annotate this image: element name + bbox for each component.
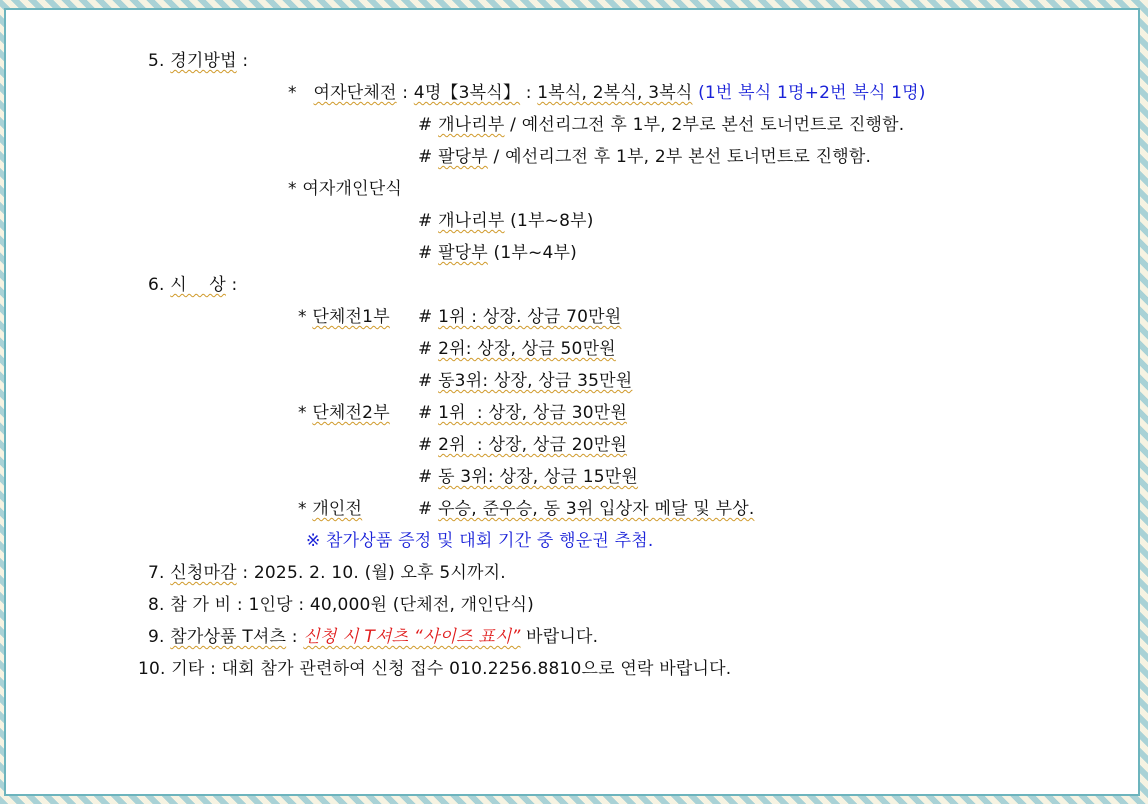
hash: # xyxy=(418,147,433,167)
document-page xyxy=(4,8,1140,796)
section-9-line xyxy=(148,626,598,648)
deadline-value: 2025. 2. 10. (월) 오후 5시까지. xyxy=(253,563,506,583)
award-text: 2위: 상장, 상금 50만원 xyxy=(438,339,616,359)
contact-value: 대회 참가 관련하여 신청 접수 010.2256.8810으로 연락 바랍니다. xyxy=(221,659,732,679)
section-number: 10. xyxy=(138,659,166,679)
section-6-heading xyxy=(148,274,237,296)
section-label: 참 가 비 xyxy=(170,595,232,615)
section-7-line xyxy=(148,562,506,584)
section-8-line xyxy=(148,594,534,616)
colon: : xyxy=(242,51,249,71)
team-event-line xyxy=(288,82,926,104)
section-number: 9. xyxy=(148,627,165,647)
award-group-label xyxy=(298,306,390,328)
award-text: 1위 : 상장, 상금 30만원 xyxy=(438,403,628,423)
bullet: * xyxy=(298,307,307,327)
colon: : xyxy=(291,627,298,647)
section-5-heading xyxy=(148,50,248,72)
event-label: 여자단체전 xyxy=(313,83,397,103)
hash: # xyxy=(418,435,433,455)
award-text: 1위 : 상장. 상금 70만원 xyxy=(438,307,622,327)
hash: # xyxy=(418,403,433,423)
division-name: 팔당부 xyxy=(438,147,488,167)
section-label: 참가상품 T셔츠 xyxy=(170,627,287,647)
division-detail: (1부~4부) xyxy=(487,243,577,263)
single-division-line xyxy=(418,210,594,232)
award-text: 2위 : 상장, 상금 20만원 xyxy=(438,435,628,455)
hash: # xyxy=(418,307,433,327)
award-line xyxy=(418,370,632,392)
award-text: 우승, 준우승, 동 3위 입상자 메달 및 부상. xyxy=(438,499,755,519)
section-number: 5. xyxy=(148,51,165,71)
colon: : xyxy=(236,595,243,615)
section-label: 기타 xyxy=(171,659,205,679)
match-note: (1번 복식 1명+2번 복식 1명) xyxy=(698,83,926,103)
hash: # xyxy=(418,115,433,135)
colon: : xyxy=(231,275,238,295)
award-line xyxy=(418,466,638,488)
award-line xyxy=(418,434,627,456)
single-division-line xyxy=(418,242,577,264)
hash: # xyxy=(418,339,433,359)
fee-value: 1인당 : 40,000원 (단체전, 개인단식) xyxy=(248,595,534,615)
award-line xyxy=(418,402,627,424)
team-format: 4명【3복식】 xyxy=(413,83,521,103)
bullet: * xyxy=(288,83,297,103)
team-division-line xyxy=(418,114,904,136)
bullet: * xyxy=(298,499,307,519)
award-line xyxy=(418,338,616,360)
award-line xyxy=(418,498,754,520)
separator: : xyxy=(402,83,409,103)
hash: # xyxy=(418,499,433,519)
division-detail: (1부~8부) xyxy=(504,211,594,231)
division-detail: / 예선리그전 후 1부, 2부 본선 토너먼트로 진행함. xyxy=(487,147,872,167)
hash: # xyxy=(418,211,433,231)
section-title: 경기방법 xyxy=(170,51,237,71)
award-line xyxy=(418,306,621,328)
award-text: 동 3위: 상장, 상금 15만원 xyxy=(438,467,639,487)
hash: # xyxy=(418,371,433,391)
group-name: 개인전 xyxy=(312,499,363,519)
section-number: 7. xyxy=(148,563,165,583)
event-label: 여자개인단식 xyxy=(302,179,403,199)
single-event-line xyxy=(288,178,402,200)
hash: # xyxy=(418,243,433,263)
colon: : xyxy=(210,659,217,679)
division-name: 개나리부 xyxy=(438,115,505,135)
tshirt-tail: 바랍니다. xyxy=(520,627,599,647)
match-list: 1복식, 2복식, 3복식 xyxy=(537,83,693,103)
award-group-label xyxy=(298,402,390,424)
division-name: 팔당부 xyxy=(438,243,488,263)
award-group-label xyxy=(298,498,362,520)
group-name: 단체전1부 xyxy=(312,307,390,327)
prize-notice: ※ 참가상품 증정 및 대회 기간 중 행운권 추첨. xyxy=(306,531,654,551)
separator: : xyxy=(525,83,532,103)
hash: # xyxy=(418,467,433,487)
section-title: 시 상 xyxy=(170,275,226,295)
section-label: 신청마감 xyxy=(170,563,237,583)
tshirt-size-note: 신청 시 T셔츠 “사이즈 표시” xyxy=(303,627,521,647)
colon: : xyxy=(242,563,249,583)
division-detail: / 예선리그전 후 1부, 2부로 본선 토너먼트로 진행함. xyxy=(504,115,905,135)
section-number: 6. xyxy=(148,275,165,295)
award-text: 동3위: 상장, 상금 35만원 xyxy=(438,371,633,391)
section-number: 8. xyxy=(148,595,165,615)
section-10-line xyxy=(138,658,731,680)
bullet: * xyxy=(288,179,297,199)
team-division-line xyxy=(418,146,871,168)
division-name: 개나리부 xyxy=(438,211,505,231)
bullet: * xyxy=(298,403,307,423)
group-name: 단체전2부 xyxy=(312,403,390,423)
